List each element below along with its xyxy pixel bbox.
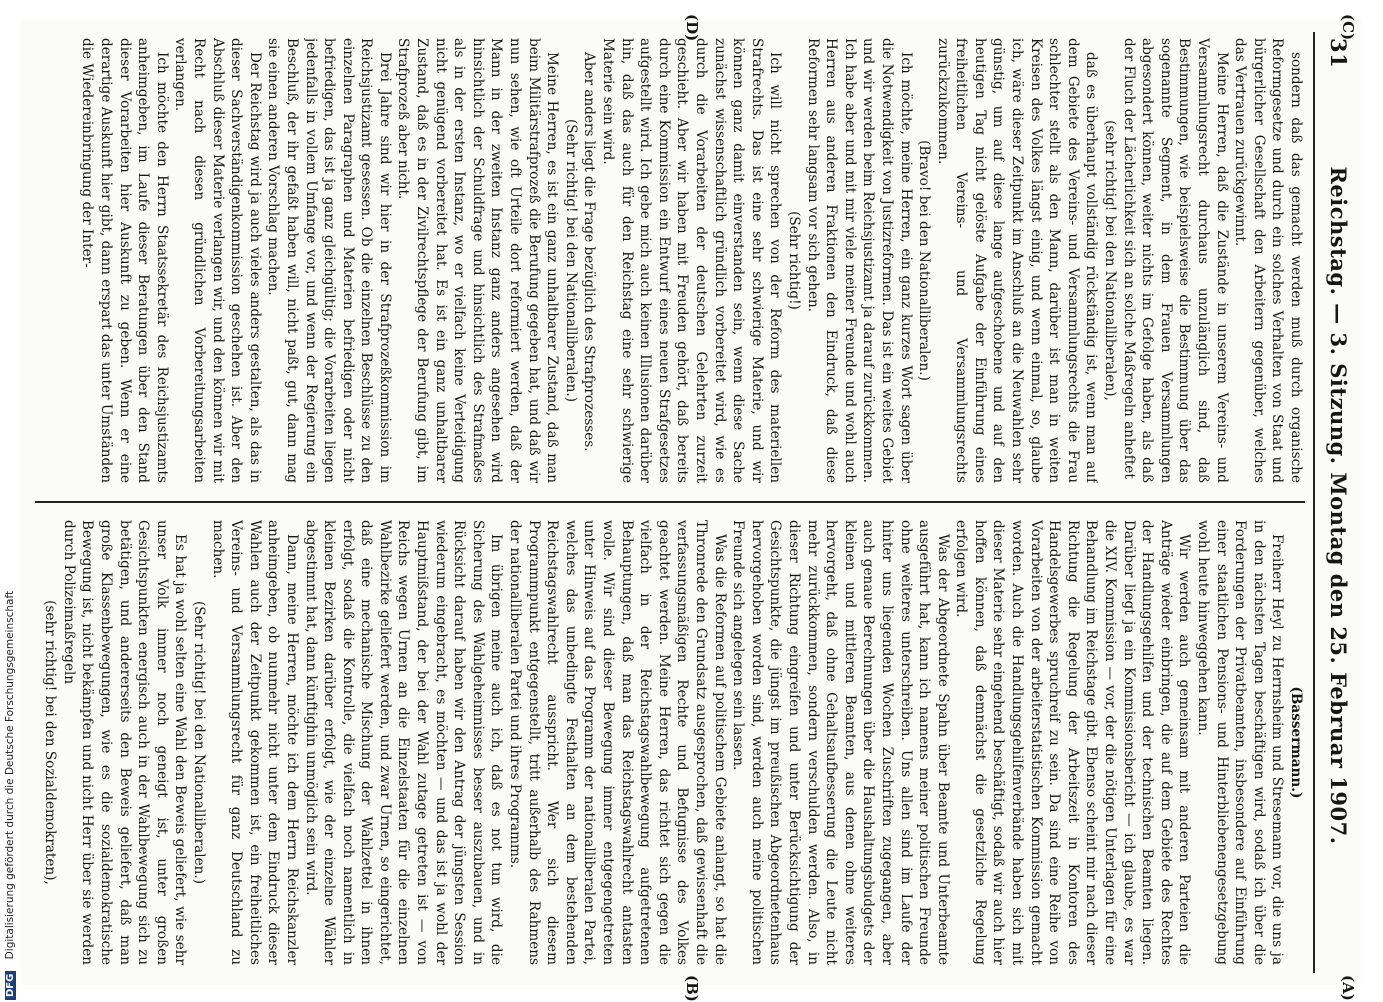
page-number: 31 bbox=[1326, 38, 1351, 69]
paragraph: Ich möchte, meine Herren, ein ganz kurzes Wort sagen über die Notwendigkeit von Justizreformen. Das ist ein weites Gebiet und wir werden beim Reichsjustizamt ja darauf zurückkommen. Ich habe aber und mit mir viele meiner Freunde und wohl auch Herren aus anderen Fraktionen den Eindruck, daß diese Reformen sehr langsam vor sich gehen. bbox=[804, 38, 914, 483]
paragraph: Ich will nicht sprechen von der Reform des materiellen Strafrechts. Das ist eine sehr schwierige Materie, und wir können ganz damit einverstanden sein, wenn diese Sache zunächst wissenschaftlich gründlich vorbereitet wird, wie es durch die Vorarbeiten der deutschen Gelehrten zurzeit geschieht. Aber wir haben mit Freuden gehört, daß bereits durch eine Kommission ein Entwurf eines neuen Strafgesetzes aufgestellt wird. Ich gebe mich auch keinen Illusionen darüber hin, daß das auch für den Reichstag eine sehr schwierige Materie sein wird. bbox=[600, 38, 784, 483]
dfg-logo: DFG bbox=[5, 971, 16, 1000]
text-column-right bbox=[35, 520, 1305, 965]
paragraph: Wir werden auch gemeinsam mit anderen Parteien die Anträge wieder einbringen, die auf dem Gebiete des Rechtes der Handlungsgehilfen und der technischen Beamten liegen. Darüber liegt ja ein Kommissionsbericht — ich glaube, es war die XIV. Kommission — vor, der die nötigen Unterlagen für eine Behandlung im Reichstage gibt. Ebenso scheint mir nach dieser Richtung die Regelung der Arbeitszeit in Kontoren des Handelsgewerbes spruchreif zu sein. Da sind eine Reihe von Vorarbeiten von der arbeiterstatistischen Kommission gemacht worden. Auch die Handlungsgehilfenverbände haben sich mit dieser Materie sehr eingehend beschäftigt, sodaß wir auch hier hoffen können, daß demnächst die gesetzliche Regelung erfolgen wird. bbox=[953, 520, 1193, 965]
paragraph: Aber anders liegt die Frage bezüglich des Strafprozesses. bbox=[581, 52, 598, 452]
paragraph: Was der Abgeordnete Spahn über Beamte und Unterbeamte ausgeführt hat, kann ich namens meiner politischen Freunde ohne weiteres unterschreiben. Uns allen sind im Laufe der hinter uns liegenden Wochen Zuschriften zugegangen, aber auch genaue Berechnungen über die Haushaltungsbudgets der kleinen und mittleren Beamten, aus denen ohne weiteres hervorgeht, daß ohne Gehaltsaufbesserung die Leute nicht mehr zurückkommen, sondern verschulden werden. Also, in dieser Richtung eingreifen und unter Berücksichtigung der Gesichtspunkte, die jüngst im preußischen Abgeordnetenhaus hervorgehoben worden sind, werden auch meine politischen Freunde sich angelegen sein lassen. bbox=[730, 520, 951, 965]
text-column-left bbox=[35, 38, 1305, 483]
running-title: Reichstag. — 3. Sitzung. Montag den 25. Februar 1907. bbox=[1326, 166, 1351, 845]
header-rule bbox=[1313, 32, 1315, 973]
column-divider bbox=[35, 501, 1305, 503]
interjection: (sehr richtig! bei den Nationalliberalen), bbox=[1102, 120, 1119, 401]
paragraph: Drei Jahre sind wir hier in der Strafprozeßkommission im Reichsjustizamt gesessen. Ob die einzelnen Beschlüsse zu den einzelnen Paragraphen und Materien befriedigen oder nicht befriedigen, das ist ja ganz gleichgültig; die Vorarbeiten liegen jedenfalls in vollem Umfange vor, und wenn der Regierung ein Beschluß, der ihr gefaßt haben will, nicht paßt, gut, dann mag sie einen anderen Vorschlag machen. bbox=[265, 38, 393, 483]
paragraph: Was die Reformen auf politischem Gebiete anlangt, so hat die Thronrede den Grundsatz ausgesprochen, daß gewissenhaft die verfassungsmäßigen Rechte und Befugnisse des Volkes geachtet werden. Meine Herren, das richtet sich gegen die vielfach in der Reichstagswahlbewegung aufgetretenen Behauptungen, daß man das Reichstagswahlrecht antasten wolle. Wir sind dieser Bewegung immer entgegengetreten unter Hinweis auf das Programm der nationalliberalen Partei, welches das unbedingte Festhalten an dem bestehenden Reichstagswahlrecht ausspricht. Wer sich diesem Programmpunkt entgegenstellt, tritt außerhalb des Rahmens der nationalliberalen Partei und ihres Programms. bbox=[507, 520, 728, 965]
interjection: (Sehr richtig!) bbox=[785, 211, 802, 310]
paragraph: Ich möchte den Herrn Staatssekretär des Reichsjustizamts anheimgeben, im Laufe dieser Beratungen über den Stand dieser Vorarbeiten hier Auskunft zu geben. Wenn er eine derartige Auskunft hier gibt, dann erspart das unter Umständen die Wiedereinbringung der Inter- bbox=[79, 38, 170, 483]
interjection: (Sehr richtig! bei den Nationalliberalen.) bbox=[562, 119, 579, 402]
newspaper-page bbox=[21, 14, 1361, 1002]
interjection: (sehr richtig! bei den Sozialdemokraten), bbox=[42, 600, 59, 885]
margin-marker-a: (A) bbox=[1339, 975, 1357, 1001]
paragraph: Freiherr Heyl zu Herrnsheim und Stresemann vor, die uns ja in den nächsten Tagen beschäftigen wird, sodaß ich über die Forderungen der Privatbeamten, insbesondere auf Einführung einer staatlichen Pensions- und Hinterbliebenengesetzgebung wohl heute hinweggehen kann. bbox=[1195, 520, 1286, 965]
paragraph: Der Reichstag wird ja auch vieles anders gestalten, als das in dieser Sachverständigenkommission geschehen ist. Aber den Abschluß dieser Materie verlangen wir, und den können wir mit Recht nach diesen gründlichen Vorbereitungsarbeiten verlangen. bbox=[172, 38, 263, 483]
paragraph: Im übrigen meine auch ich, daß es not tun wird, die Sicherung des Wahlgeheimnisses besser auszubauen, und in Rücksicht darauf haben wir den Antrag der jüngsten Session wiederum eingebracht, es möchten — und das ist ja wohl der Hauptmißstand, der bei der Wahl zutage getreten ist — von Reichs wegen Urnen an die Einzelstaaten für die einzelnen Wahlbezirke geliefert werden, und zwar Urnen, so eingerichtet, daß eine mechanische Mischung der Wahlzettel in ihnen erfolgt, sodaß die Kontrolle, die vielfach noch namentlich in kleinen Bezirken darüber erfolgt, wie der einzelne Wähler abgestimmt hat, dann künftighin unmöglich sein wird. bbox=[302, 520, 505, 965]
margin-marker-d: (D) bbox=[683, 14, 701, 42]
page-header bbox=[1317, 38, 1357, 973]
paragraph: Meine Herren, daß die Zustände in unserem Vereins- und Versammlungsrecht durchaus unzulänglich sind, daß Bestimmungen, wie beispielsweise die Bestimmung über das sogenannte Segment, in dem Frauen Versammlungen abgesondert können, weiter nichts im Gefolge haben, als daß der Fluch der Lächerlichkeit sich an solche Maßregeln anheftet bbox=[1120, 38, 1230, 483]
interjection: (Sehr richtig! bei den Nationalliberalen.) bbox=[190, 601, 207, 884]
interjection: (Bravo! bei den Nationalliberalen.) bbox=[916, 140, 933, 381]
paragraph: Es hat ja wohl selten eine Wahl den Beweis geliefert, wie sehr unser Volk immer noch geneigt ist, unter großen Gesichtspunkten energisch auch in der Wahlbewegung sich zu betätigen, und andererseits den Beweis geliefert, daß man große Klassenbewegungen, wie es die sozialdemokratische Bewegung ist, nicht bekämpfen und nicht Herr über sie werden durch Polizeimaßregeln bbox=[60, 520, 189, 965]
speaker-name: (Bassermann.) bbox=[1288, 686, 1304, 799]
paragraph: Meine Herren, es ist ein ganz unhaltbarer Zustand, daß man beim Militärstrafprozeß die Berufung gegeben hat, und daß wir nun sehen, wie oft Urteile dort reformiert werden, daß der Mann in der zweiten Instanz ganz anders angesehen wird hinsichtlich der Schuldfrage und hinsichtlich des Strafmaßes als in der ersten Instanz, wo er vielfach keine Verteidigung nicht genügend vorbereitet hat. Es ist ein ganz unhaltbarer Zustand, daß es in der Zivilrechtspflege der Berufung gibt, im Strafprozeß aber nicht. bbox=[395, 38, 561, 483]
paragraph: sondern daß das gemacht werden muß durch organische Reformgesetze und durch ein solches Verhalten von Staat und bürgerlicher Gesellschaft den Arbeitern gegenüber, welches das Vertrauen zurückgewinnt. bbox=[1232, 38, 1304, 483]
margin-marker-b: (B) bbox=[683, 975, 701, 1002]
credit-text: Digitalisierung gefördert durch die Deutsche Forschungsgemeinschaft bbox=[4, 590, 16, 960]
paragraph: Dann, meine Herren, möchte ich dem Herrn Reichskanzler anheimgeben, ob nunmehr nicht unter dem Eindruck dieser Wahlen auch der Zeitpunkt gekommen ist, ein freiheitliches Vereins- und Versammlungsrecht für ganz Deutschland zu machen. bbox=[209, 520, 300, 965]
digitization-credit bbox=[4, 360, 22, 1000]
paragraph: daß es überhaupt vollständig rückständig ist, wenn man auf dem Gebiete des Vereins- und Versammlungsrechts die Frau schlechter stellt als den Mann, darüber ist man in weiten Kreisen des Volkes längst einig, und wenn einmal, so, glaube ich, wäre dieser Zeitpunkt im Anschluß an die Neuwahlen sehr günstig, um auf diese lange aufgeschobene und auf den heutigen Tag nicht gelöste Aufgabe der Einführung eines freiheitlichen Vereins- und Versammlungsrechts zurückzukommen. bbox=[934, 38, 1100, 483]
margin-marker-c: (C) bbox=[1339, 14, 1357, 41]
